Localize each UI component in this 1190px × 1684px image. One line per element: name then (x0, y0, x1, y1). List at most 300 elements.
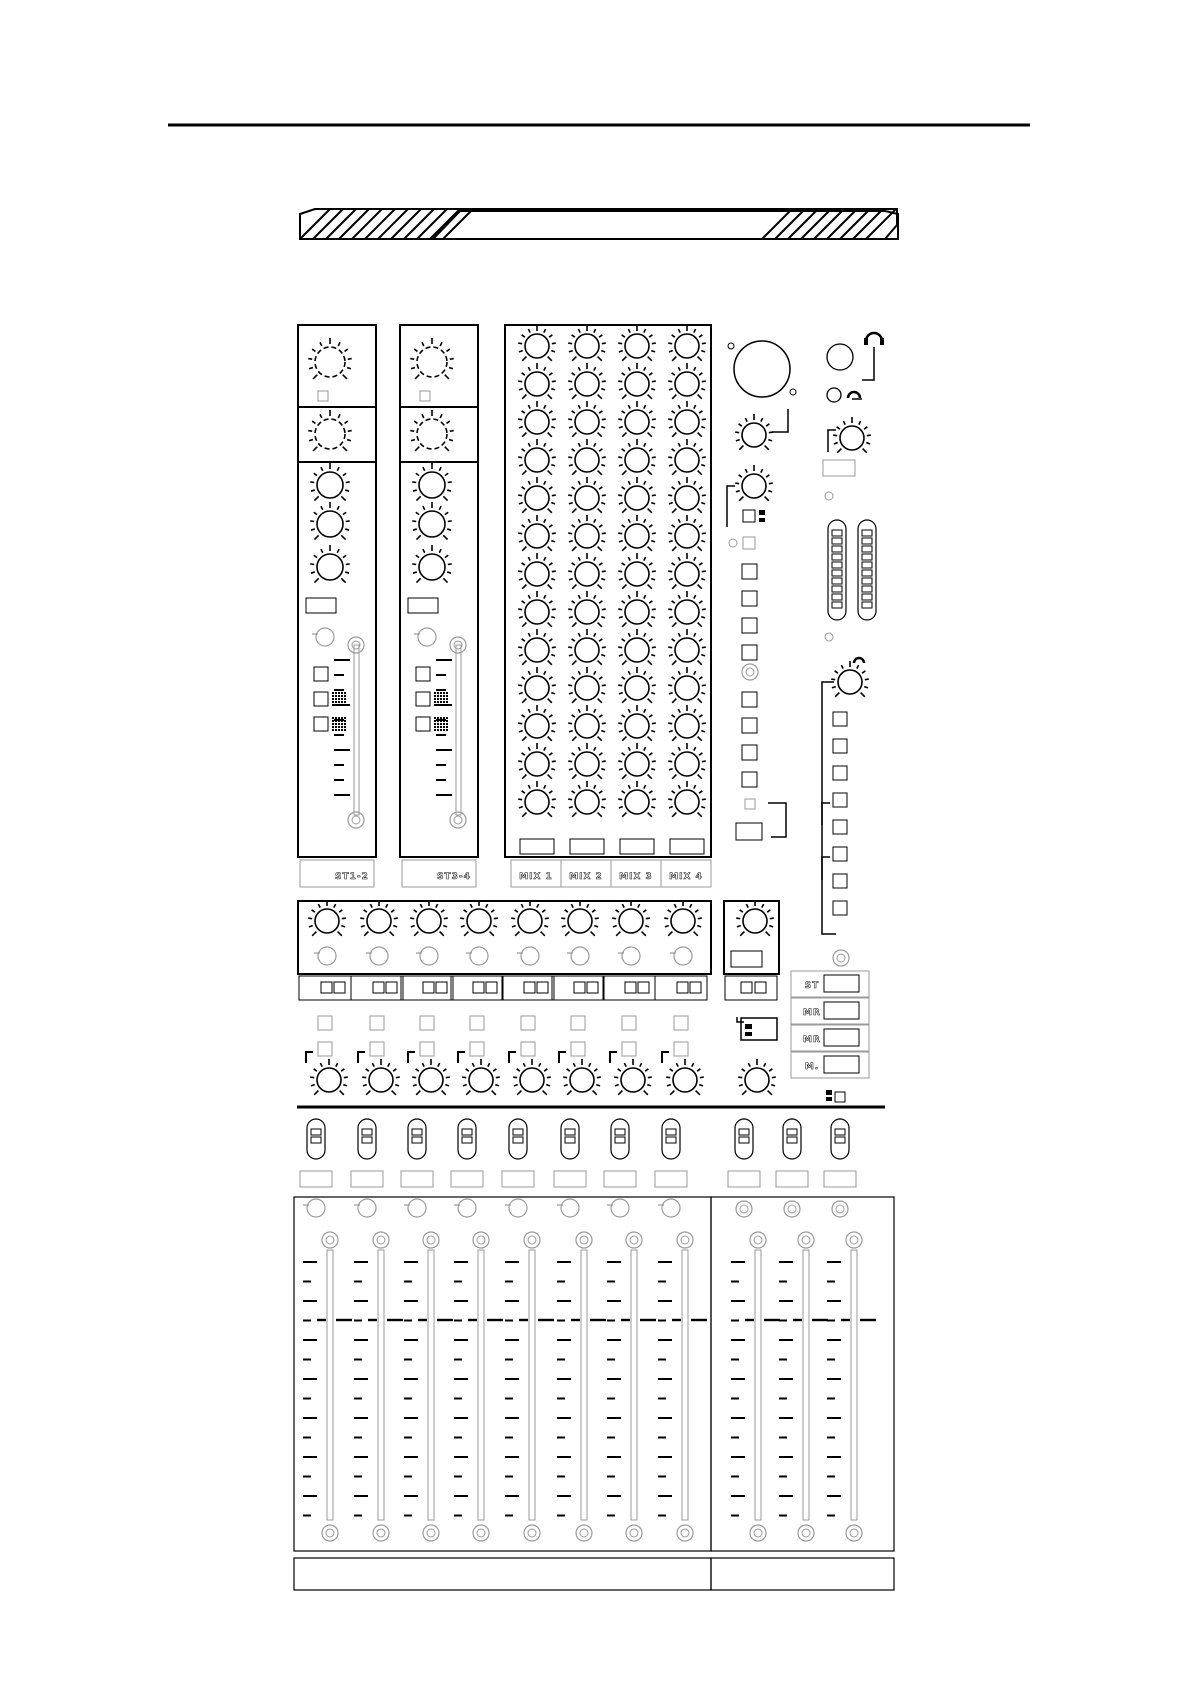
knob-tick (598, 813, 602, 817)
group-assign-button[interactable] (373, 982, 384, 993)
rotary-knob[interactable] (308, 900, 346, 936)
rotary-knob[interactable] (518, 743, 556, 779)
rotary-knob[interactable] (410, 338, 453, 379)
channel-switch[interactable] (401, 1171, 433, 1187)
knob-tick (462, 1077, 466, 1078)
master-button[interactable] (745, 799, 755, 809)
rotary-key[interactable] (670, 947, 692, 965)
knob-tick (311, 1085, 315, 1086)
led-dot (440, 723, 442, 725)
knob-tick (321, 506, 323, 510)
rotary-knob[interactable] (618, 743, 656, 779)
knob-tick (742, 1069, 745, 1071)
group-assign-button[interactable] (436, 982, 447, 993)
knob-tick (416, 555, 419, 557)
stereo-button[interactable] (416, 717, 430, 731)
knob-tick (528, 747, 530, 751)
output-button[interactable] (824, 975, 859, 992)
knob-tick (614, 1077, 618, 1078)
knob-tick (344, 1077, 348, 1078)
rotary-key[interactable] (416, 947, 438, 965)
knob-tick (618, 799, 622, 800)
knob-tick (448, 482, 452, 483)
knob-tick (572, 699, 576, 703)
knob-tick (648, 433, 652, 437)
knob-tick (765, 497, 769, 501)
master-button[interactable] (742, 591, 757, 606)
output-button[interactable] (824, 1002, 859, 1019)
rotary-knob[interactable] (738, 1059, 776, 1095)
rotary-knob[interactable] (563, 1059, 601, 1095)
rotary-knob[interactable] (735, 414, 773, 450)
knob-icon (525, 638, 549, 662)
rotary-knob[interactable] (618, 667, 656, 703)
fader-slot[interactable] (378, 1250, 384, 1520)
group-assign-button[interactable] (574, 982, 585, 993)
rotary-knob[interactable] (518, 629, 556, 665)
knob-tick (416, 1069, 419, 1071)
knob-tick (672, 509, 676, 513)
rotary-knob[interactable] (568, 515, 606, 551)
rotary-knob[interactable] (308, 410, 351, 451)
rotary-knob[interactable] (513, 1059, 551, 1095)
rotary-knob[interactable] (518, 515, 556, 551)
mix-label: MIX 3 (619, 872, 653, 882)
knob-tick (592, 910, 595, 912)
rotary-knob[interactable] (518, 401, 556, 437)
group-button[interactable] (674, 1042, 688, 1056)
master-button[interactable] (742, 618, 757, 633)
group-assign-button[interactable] (690, 982, 701, 993)
knob-tick (864, 427, 867, 429)
knob-tick (568, 381, 572, 382)
knob-tick (522, 433, 526, 437)
group-button[interactable] (370, 1042, 384, 1056)
group-button[interactable] (470, 1042, 484, 1056)
knob-tick (541, 932, 545, 936)
knob-tick (522, 623, 526, 627)
knob-tick (551, 465, 555, 466)
group-button[interactable] (674, 1016, 688, 1030)
stereo-button[interactable] (314, 667, 328, 681)
knob-tick (594, 671, 596, 675)
knob-tick (464, 932, 468, 936)
knob-tick (622, 471, 626, 475)
knob-tick (549, 677, 552, 679)
master-button[interactable] (742, 745, 757, 760)
led-dot (434, 726, 436, 728)
rotary-knob[interactable] (736, 900, 774, 936)
rotary-key[interactable] (505, 1199, 527, 1217)
group-assign-button[interactable] (423, 982, 434, 993)
rotary-knob[interactable] (668, 629, 706, 665)
group-assign-button[interactable] (677, 982, 688, 993)
knob-icon (317, 554, 343, 580)
group-assign-button[interactable] (741, 982, 752, 993)
rotary-knob[interactable] (568, 629, 606, 665)
rotary-key[interactable] (312, 628, 334, 646)
stereo-button[interactable] (416, 692, 430, 706)
group-assign-button[interactable] (473, 982, 484, 993)
knob-icon (745, 1068, 769, 1092)
rotary-knob[interactable] (668, 401, 706, 437)
channel-switch[interactable] (554, 1171, 586, 1187)
group-button[interactable] (571, 1016, 585, 1030)
rotary-knob[interactable] (360, 900, 398, 936)
knob-icon (675, 790, 699, 814)
fader-slot[interactable] (428, 1250, 434, 1520)
rotary-knob[interactable] (568, 591, 606, 627)
rotary-knob[interactable] (410, 900, 448, 936)
group-button[interactable] (420, 1016, 434, 1030)
rotary-knob[interactable] (518, 325, 556, 361)
monitor-button[interactable] (833, 793, 847, 807)
rotary-knob[interactable] (614, 1059, 652, 1095)
channel-switch[interactable] (824, 1171, 856, 1187)
knob-icon (419, 1068, 443, 1092)
group-assign-button[interactable] (486, 982, 497, 993)
knob-tick (528, 481, 530, 485)
group-assign-button[interactable] (524, 982, 535, 993)
rotary-knob[interactable] (518, 439, 556, 475)
group-button[interactable] (571, 1042, 585, 1056)
rotary-knob[interactable] (618, 629, 656, 665)
group-assign-frame (451, 976, 503, 1000)
channel-switch[interactable] (604, 1171, 636, 1187)
rotary-knob[interactable] (568, 439, 606, 475)
mix-switch[interactable] (620, 839, 654, 854)
rotary-knob[interactable] (568, 401, 606, 437)
rotary-knob[interactable] (310, 1059, 348, 1095)
rotary-knob[interactable] (618, 401, 656, 437)
rotary-knob[interactable] (310, 463, 350, 501)
rotary-knob[interactable] (668, 705, 706, 741)
fader-slot[interactable] (803, 1250, 809, 1520)
knob-tick (445, 473, 448, 475)
knob-tick (569, 389, 573, 390)
rotary-knob[interactable] (462, 1059, 500, 1095)
rotary-key[interactable] (404, 1199, 426, 1217)
monitor-switch[interactable] (835, 1092, 845, 1102)
rotary-knob[interactable] (310, 545, 350, 583)
stereo-switch[interactable] (420, 391, 430, 401)
knob-tick (445, 375, 449, 379)
channel-switch[interactable] (776, 1171, 808, 1187)
master-switch[interactable] (736, 823, 762, 840)
led-dot (341, 723, 343, 725)
rotary-knob[interactable] (568, 553, 606, 589)
rotary-knob[interactable] (568, 667, 606, 703)
mix-label: MIX 1 (519, 872, 553, 882)
rotary-key[interactable] (658, 1199, 680, 1217)
rotary-key[interactable] (366, 947, 388, 965)
master-button[interactable] (742, 564, 757, 579)
rotary-knob[interactable] (668, 667, 706, 703)
rotary-knob[interactable] (568, 743, 606, 779)
rotary-knob[interactable] (612, 900, 650, 936)
knob-tick (569, 693, 573, 694)
knob-tick (522, 487, 525, 489)
group-assign-button[interactable] (321, 982, 332, 993)
key-icon (307, 1199, 325, 1217)
stereo-switch[interactable] (318, 391, 328, 401)
knob-tick (496, 1077, 500, 1078)
fader-slot[interactable] (851, 1250, 857, 1520)
fader-slot[interactable] (682, 1250, 688, 1520)
rotary-key[interactable] (414, 628, 436, 646)
led-dot (446, 723, 448, 725)
rotary-knob[interactable] (410, 410, 453, 451)
rotary-knob[interactable] (618, 705, 656, 741)
knob-tick (390, 932, 394, 936)
rotary-knob[interactable] (618, 439, 656, 475)
group-assign-button[interactable] (587, 982, 598, 993)
knob-tick (572, 775, 576, 779)
rotary-key[interactable] (354, 1199, 376, 1217)
channel-switch[interactable] (655, 1171, 687, 1187)
knob-tick (395, 1085, 399, 1086)
knob-icon (625, 410, 649, 434)
rotary-knob[interactable] (568, 781, 606, 817)
channel-switch[interactable] (728, 1171, 760, 1187)
rotary-knob[interactable] (618, 591, 656, 627)
knob-tick (672, 737, 676, 741)
rotary-knob[interactable] (618, 477, 656, 513)
rotary-knob[interactable] (618, 325, 656, 361)
rotary-knob[interactable] (831, 661, 869, 697)
knob-tick (619, 693, 623, 694)
rotary-knob[interactable] (511, 900, 549, 936)
rotary-knob[interactable] (561, 900, 599, 936)
rotary-key[interactable] (618, 947, 640, 965)
stereo-button[interactable] (416, 667, 430, 681)
rotary-knob[interactable] (618, 553, 656, 589)
rotary-knob[interactable] (518, 477, 556, 513)
knob-tick (545, 918, 549, 919)
rotary-key[interactable] (314, 947, 336, 965)
rotary-knob[interactable] (518, 553, 556, 589)
rotary-key[interactable] (466, 947, 488, 965)
knob-tick (392, 1091, 396, 1095)
knob-tick (690, 904, 692, 908)
led-dot (443, 698, 445, 700)
group-assign-button[interactable] (625, 982, 636, 993)
mix-switch[interactable] (520, 839, 554, 854)
knob-tick (644, 633, 646, 637)
master-button[interactable] (742, 645, 757, 660)
rotary-knob[interactable] (833, 417, 871, 453)
knob-tick (745, 469, 747, 473)
knob-tick (439, 549, 441, 553)
rotary-knob[interactable] (735, 465, 773, 501)
knob-icon (625, 790, 649, 814)
rotary-knob[interactable] (518, 591, 556, 627)
rotary-knob[interactable] (668, 515, 706, 551)
fader-slot[interactable] (631, 1250, 637, 1520)
rotary-knob[interactable] (668, 781, 706, 817)
group-button[interactable] (370, 1016, 384, 1030)
channel-switch[interactable] (451, 1171, 483, 1187)
knob-tick (702, 381, 706, 382)
monitor-button[interactable] (833, 820, 847, 834)
channel-switch[interactable] (502, 1171, 534, 1187)
monitor-button[interactable] (833, 874, 847, 888)
led-dot (446, 720, 448, 722)
led-dot (434, 698, 436, 700)
hatch-line (788, 209, 818, 239)
knob-tick (678, 443, 680, 447)
stereo-switch[interactable] (306, 598, 336, 613)
group-button[interactable] (622, 1042, 636, 1056)
monitor-button[interactable] (833, 712, 847, 726)
rotary-key[interactable] (454, 1199, 476, 1217)
group-button[interactable] (318, 1042, 332, 1056)
group-button[interactable] (521, 1042, 535, 1056)
knob-tick (642, 932, 646, 936)
knob-tick (320, 1063, 322, 1067)
stereo-button[interactable] (314, 692, 328, 706)
knob-tick (544, 926, 548, 927)
monitor-button[interactable] (833, 739, 847, 753)
knob-tick (599, 601, 602, 603)
group-assign-button[interactable] (638, 982, 649, 993)
rotary-key[interactable] (517, 947, 539, 965)
knob-tick (601, 731, 605, 732)
knob-tick (649, 487, 652, 489)
group-button[interactable] (521, 1016, 535, 1030)
rotary-key[interactable] (303, 1199, 325, 1217)
master-switch[interactable] (743, 510, 755, 522)
rotary-knob[interactable] (664, 900, 702, 936)
rotary-knob[interactable] (308, 338, 351, 379)
knob-tick (552, 723, 556, 724)
stereo-switch[interactable] (408, 598, 438, 613)
master-switch[interactable] (743, 537, 755, 549)
output-button[interactable] (824, 1029, 859, 1046)
rotary-knob[interactable] (568, 477, 606, 513)
fader-slot[interactable] (529, 1250, 535, 1520)
knob-tick (416, 578, 420, 582)
meter-segment (739, 1129, 749, 1135)
fader-slot[interactable] (327, 1250, 333, 1520)
knob-tick (761, 418, 763, 422)
master-button[interactable] (742, 692, 757, 707)
rotary-key[interactable] (557, 1199, 579, 1217)
key-icon (571, 947, 589, 965)
jack-socket (450, 812, 466, 828)
rotary-knob[interactable] (518, 667, 556, 703)
jack-ring (626, 1525, 642, 1541)
rotary-knob[interactable] (310, 502, 350, 540)
group-button[interactable] (420, 1042, 434, 1056)
rotary-knob[interactable] (618, 515, 656, 551)
rotary-knob[interactable] (412, 1059, 450, 1095)
rotary-knob[interactable] (518, 363, 556, 399)
rotary-knob[interactable] (618, 781, 656, 817)
rotary-knob[interactable] (412, 463, 452, 501)
jack-ring (524, 1232, 540, 1248)
knob-icon (525, 524, 549, 548)
mix-switch[interactable] (570, 839, 604, 854)
rotary-knob[interactable] (568, 325, 606, 361)
banner-hatching-right (762, 209, 896, 239)
monitor-button[interactable] (833, 901, 847, 915)
fader-slot[interactable] (581, 1250, 587, 1520)
rotary-knob[interactable] (568, 363, 606, 399)
led-dot (443, 729, 445, 731)
rotary-knob[interactable] (518, 705, 556, 741)
group-button[interactable] (470, 1016, 484, 1030)
rotary-knob[interactable] (668, 477, 706, 513)
group-assign-button[interactable] (755, 982, 766, 993)
rotary-knob[interactable] (668, 553, 706, 589)
rotary-knob[interactable] (460, 900, 498, 936)
knob-tick (702, 723, 706, 724)
group-button[interactable] (622, 1016, 636, 1030)
knob-tick (619, 541, 623, 542)
knob-tick (652, 571, 656, 572)
monitor-section (791, 333, 884, 1102)
rotary-knob[interactable] (568, 705, 606, 741)
stereo-button[interactable] (314, 717, 328, 731)
rotary-knob[interactable] (668, 325, 706, 361)
knob-tick (668, 571, 672, 572)
master-button[interactable] (742, 772, 757, 787)
group-assign-button[interactable] (386, 982, 397, 993)
knob-tick (411, 926, 415, 927)
knob-tick (552, 799, 556, 800)
master-group-frame (724, 901, 779, 974)
knob-tick (649, 373, 652, 375)
output-button[interactable] (824, 1056, 859, 1073)
rotary-key[interactable] (567, 947, 589, 965)
rotary-knob[interactable] (668, 363, 706, 399)
rotary-key[interactable] (607, 1199, 629, 1217)
knob-tick (522, 791, 525, 793)
rotary-knob[interactable] (518, 781, 556, 817)
group-button[interactable] (318, 1016, 332, 1030)
fader-slot[interactable] (478, 1250, 484, 1520)
master-group-switch[interactable] (731, 951, 762, 967)
monitor-button[interactable] (833, 766, 847, 780)
master-button[interactable] (742, 718, 757, 733)
rotary-knob[interactable] (412, 545, 452, 583)
monitor-button[interactable] (833, 847, 847, 861)
knob-tick (678, 633, 680, 637)
mix-switch[interactable] (670, 839, 704, 854)
rotary-knob[interactable] (668, 439, 706, 475)
group-assign-button[interactable] (334, 982, 345, 993)
rotary-knob[interactable] (618, 363, 656, 399)
channel-switch[interactable] (300, 1171, 332, 1187)
fader-slot[interactable] (755, 1250, 761, 1520)
rotary-knob[interactable] (412, 502, 452, 540)
knob-tick (443, 578, 447, 582)
knob-tick (548, 661, 552, 665)
knob-tick (528, 367, 530, 371)
rotary-knob[interactable] (668, 591, 706, 627)
knob-tick (678, 785, 680, 789)
knob-tick (549, 335, 552, 337)
monitor-switch[interactable] (823, 460, 855, 476)
channel-switch[interactable] (351, 1171, 383, 1187)
rotary-knob[interactable] (668, 743, 706, 779)
rotary-knob[interactable] (666, 1059, 704, 1095)
rotary-knob[interactable] (362, 1059, 400, 1095)
knob-tick (699, 411, 702, 413)
knob-tick (548, 699, 552, 703)
group-assign-button[interactable] (537, 982, 548, 993)
